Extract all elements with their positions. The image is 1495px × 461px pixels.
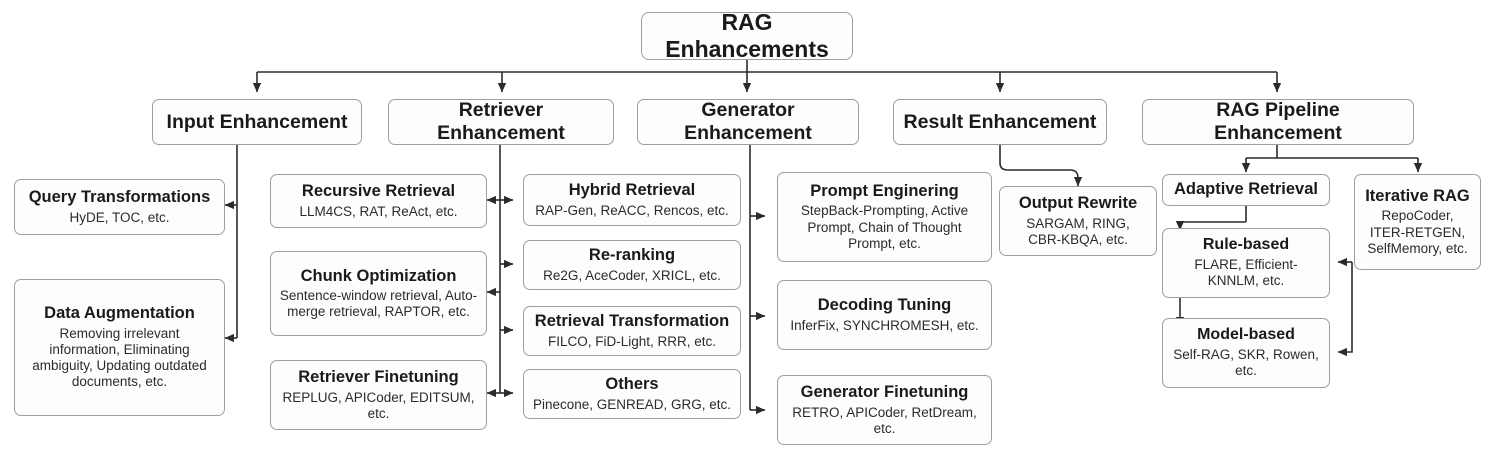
node-rule-based[interactable] (1162, 228, 1330, 298)
node-title: Decoding Tuning (817, 296, 952, 315)
node-items: LLM4CS, RAT, ReAct, etc. (299, 203, 458, 219)
node-items: RAP-Gen, ReACC, Rencos, etc. (535, 202, 729, 218)
node-title: Query Transformations (28, 188, 211, 207)
node-items: FILCO, FiD-Light, RRR, etc. (547, 333, 717, 349)
node-hybrid-retrieval[interactable] (523, 174, 741, 226)
node-generator-finetuning[interactable] (777, 375, 992, 445)
node-rag-pipeline-enhancement[interactable] (1142, 99, 1414, 145)
node-input-enhancement[interactable] (152, 99, 362, 145)
node-title: Output Rewrite (1018, 194, 1138, 213)
node-items: REPLUG, APICoder, EDITSUM, etc. (282, 389, 475, 421)
node-retriever-enhancement[interactable] (388, 99, 614, 145)
node-title: RAG Pipeline Enhancement (1214, 99, 1342, 144)
node-title: Others (605, 375, 659, 394)
node-title: Adaptive Retrieval (1174, 180, 1318, 199)
node-re-ranking[interactable] (523, 240, 741, 290)
node-chunk-optimization[interactable] (270, 251, 487, 336)
node-title: Generator Enhancement (684, 99, 812, 144)
node-title: Model-based (1197, 326, 1295, 344)
node-adaptive-retrieval[interactable] (1162, 174, 1330, 206)
node-items: RepoCoder, ITER-RETGEN, SelfMemory, etc. (1367, 208, 1468, 256)
node-items: RETRO, APICoder, RetDream, etc. (792, 404, 977, 436)
node-rag-enhancements[interactable] (641, 8, 853, 62)
node-model-based[interactable] (1162, 318, 1330, 388)
node-others[interactable] (523, 369, 741, 419)
node-title: RAG Enhancements (665, 8, 829, 62)
node-items: Sentence-window retrieval, Auto-merge retrieval, RAPTOR, etc. (279, 288, 478, 320)
node-items: Self-RAG, SKR, Rowen, etc. (1173, 347, 1319, 379)
node-title: Chunk Optimization (300, 266, 457, 285)
node-title: Iterative RAG (1365, 186, 1470, 205)
node-query-transformations[interactable] (14, 179, 225, 235)
node-output-rewrite[interactable] (999, 186, 1157, 256)
node-items: Removing irrelevant information, Eliminating ambiguity, Updating outdated documents, etc. (32, 325, 207, 390)
node-decoding-tuning[interactable] (777, 280, 992, 350)
node-data-augmentation[interactable] (14, 279, 225, 416)
node-items: Pinecone, GENREAD, GRG, etc. (532, 396, 732, 412)
node-title: Data Augmentation (44, 304, 195, 323)
node-title: Retrieval Transformation (534, 312, 730, 331)
node-result-enhancement[interactable] (893, 99, 1107, 145)
node-title: Hybrid Retrieval (568, 181, 696, 200)
node-title: Retriever Finetuning (298, 368, 459, 387)
node-generator-enhancement[interactable] (637, 99, 859, 145)
node-retriever-finetuning[interactable] (270, 360, 487, 430)
node-recursive-retrieval[interactable] (270, 174, 487, 228)
node-items: InferFix, SYNCHROMESH, etc. (790, 317, 979, 333)
node-title: Input Enhancement (166, 110, 348, 133)
node-title: Retriever Enhancement (437, 99, 565, 144)
node-prompt-enginering[interactable] (777, 172, 992, 262)
node-title: Rule-based (1202, 236, 1290, 254)
node-iterative-rag[interactable] (1354, 174, 1481, 270)
node-items: SARGAM, RING, CBR-KBQA, etc. (1026, 215, 1130, 247)
node-items: Re2G, AceCoder, XRICL, etc. (543, 267, 721, 283)
node-items: HyDE, TOC, etc. (69, 209, 170, 225)
node-retrieval-transformation[interactable] (523, 306, 741, 356)
node-title: Generator Finetuning (800, 383, 969, 402)
node-items: FLARE, Efficient-KNNLM, etc. (1194, 257, 1298, 289)
node-title: Result Enhancement (903, 110, 1097, 133)
node-title: Re-ranking (588, 246, 676, 265)
node-title: Prompt Enginering (810, 181, 959, 200)
node-title: Recursive Retrieval (301, 182, 456, 201)
node-items: StepBack-Prompting, Active Prompt, Chain of Thought Prompt, etc. (800, 203, 969, 251)
